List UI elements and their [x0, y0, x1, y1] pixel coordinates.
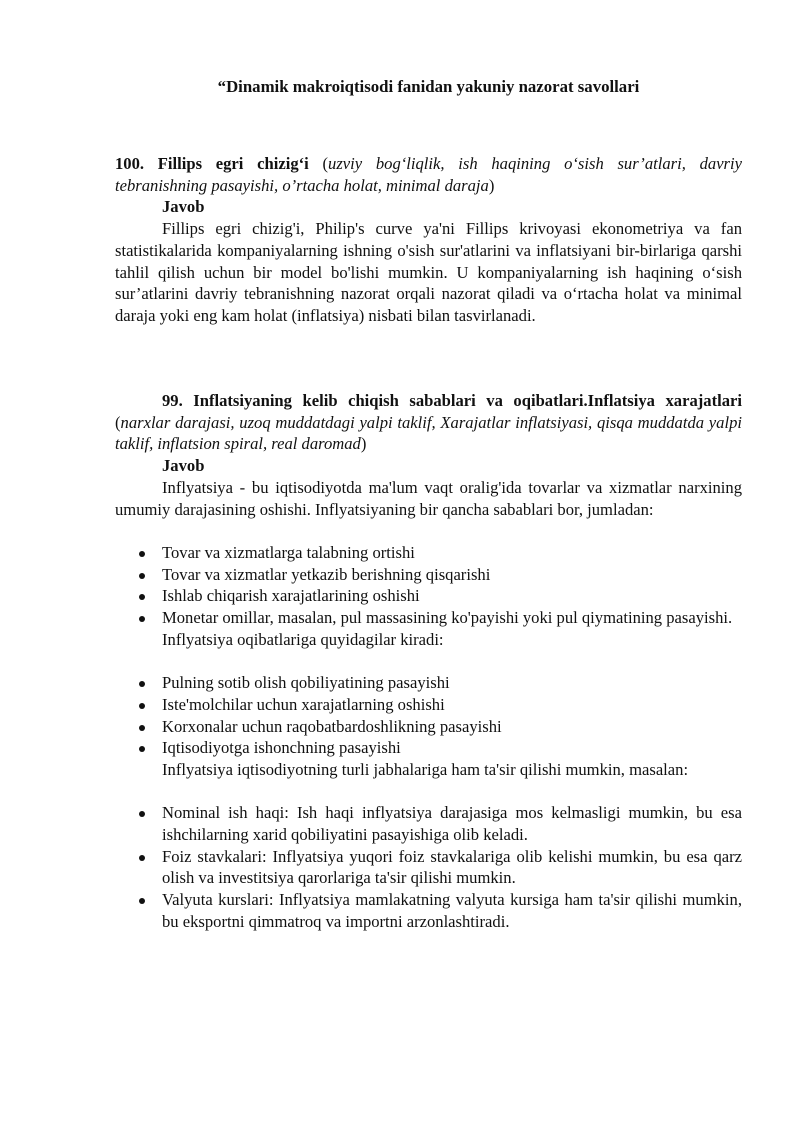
question-99	[115, 390, 742, 933]
bullet-icon	[139, 746, 145, 752]
document-title: “Dinamik makroiqtisodi fanidan yakuniy nazorat savollari	[217, 77, 640, 96]
bullet-icon	[139, 811, 145, 817]
list-item: Iqtisodiyotga ishonchning pasayishi	[115, 737, 742, 759]
answer-label: Javob	[162, 197, 205, 217]
answer-label: Javob	[162, 456, 205, 476]
list-item: Iste'molchilar uchun xarajatlarning oshishi	[115, 694, 742, 716]
list-item: Korxonalar uchun raqobatbardoshlikning pasayishi	[115, 716, 742, 738]
list-item: Valyuta kurslari: Inflyatsiya mamlakatning valyuta kursiga ham ta'sir qilishi mumkin, bu eksportni qimmatroq va importni arzonlashtiradi.	[115, 889, 742, 932]
list-item: Ishlab chiqarish xarajatlarining oshishi	[115, 585, 742, 607]
bullet-icon	[139, 725, 145, 731]
effects-intro: Inflyatsiya iqtisodiyotning turli jabhalariga ham ta'sir qilishi mumkin, masalan:	[162, 759, 689, 779]
question-heading: 100. Fillips egri chizig‘i (uzviy bog‘liqlik, ish haqining o‘sish sur’atlari, davriy tebranishning pasayishi, o’rtacha holat, minimal daraja)	[115, 154, 742, 195]
bullet-icon	[139, 594, 145, 600]
list-item: Tovar va xizmatlarga talabning ortishi	[115, 542, 742, 564]
question-title: 99. Inflatsiyaning kelib chiqish sabablari va oqibatlari.Inflatsiya xarajatlari	[162, 391, 742, 410]
consequences-list	[115, 672, 742, 759]
causes-list	[115, 542, 742, 629]
list-item: Pulning sotib olish qobiliyatining pasayishi	[115, 672, 742, 694]
list-item: Monetar omillar, masalan, pul massasining ko'payishi yoki pul qiymatining pasayishi.	[115, 607, 742, 629]
bullet-icon	[139, 681, 145, 687]
answer-paragraph: Fillips egri chizig'i, Philip's curve ya'ni Fillips krivoyasi ekonometriya va fan statistikalarida kompaniyalarning ishning o'sish sur'atlarini va inflatsiyani bir-birlariga qarshi tahlil qilish uchun bir model bo'lishi mumkin. U kompaniyalarning ish haqining o‘sish sur’atlarini davriy tebranishning nazorat orqali nazorat qiladi va o‘rtacha holat va minimal daraja yoki eng kam holat (inflatsiya) nisbati bilan tasvirlanadi.	[115, 219, 742, 325]
bullet-icon	[139, 573, 145, 579]
effects-list	[115, 802, 742, 932]
question-heading: 99. Inflatsiyaning kelib chiqish sabablari va oqibatlari.Inflatsiya xarajatlari (narxlar darajasi, uzoq muddatdagi yalpi taklif, Xarajatlar inflatsiyasi, qisqa muddatda yalpi taklif, inflatsion spiral, real daromad)	[115, 391, 742, 454]
question-keywords: uzviy bog‘liqlik, ish haqining o‘sish sur’atlari, davriy tebranishning pasayishi, o’rtacha holat, minimal daraja	[115, 154, 742, 195]
question-100	[115, 153, 742, 327]
list-item: Nominal ish haqi: Ish haqi inflyatsiya darajasiga mos kelmasligi mumkin, bu esa ishchilarning xarid qobiliyatini pasayishiga olib keladi.	[115, 802, 742, 845]
bullet-icon	[139, 855, 145, 861]
inflation-intro: Inflyatsiya - bu iqtisodiyotda ma'lum vaqt oralig'ida tovarlar va xizmatlar narxining umumiy darajasining oshishi. Inflyatsiyaning bir qancha sabablari bor, jumladan:	[115, 477, 742, 519]
bullet-icon	[139, 551, 145, 557]
list-item: Foiz stavkalari: Inflyatsiya yuqori foiz stavkalariga olib kelishi mumkin, bu esa qarz olish va investitsiya qarorlariga ta'sir qilishi mumkin.	[115, 846, 742, 889]
consequences-intro: Inflyatsiya oqibatlariga quyidagilar kiradi:	[162, 629, 444, 649]
bullet-icon	[139, 703, 145, 709]
question-keywords: narxlar darajasi, uzoq muddatdagi yalpi taklif, Xarajatlar inflatsiyasi, qisqa muddatda yalpi taklif, inflatsion spiral, real daromad	[115, 412, 742, 454]
bullet-icon	[139, 898, 145, 904]
question-title: 100. Fillips egri chizig‘i	[115, 154, 309, 173]
list-item: Tovar va xizmatlar yetkazib berishning qisqarishi	[115, 564, 742, 586]
bullet-icon	[139, 616, 145, 622]
